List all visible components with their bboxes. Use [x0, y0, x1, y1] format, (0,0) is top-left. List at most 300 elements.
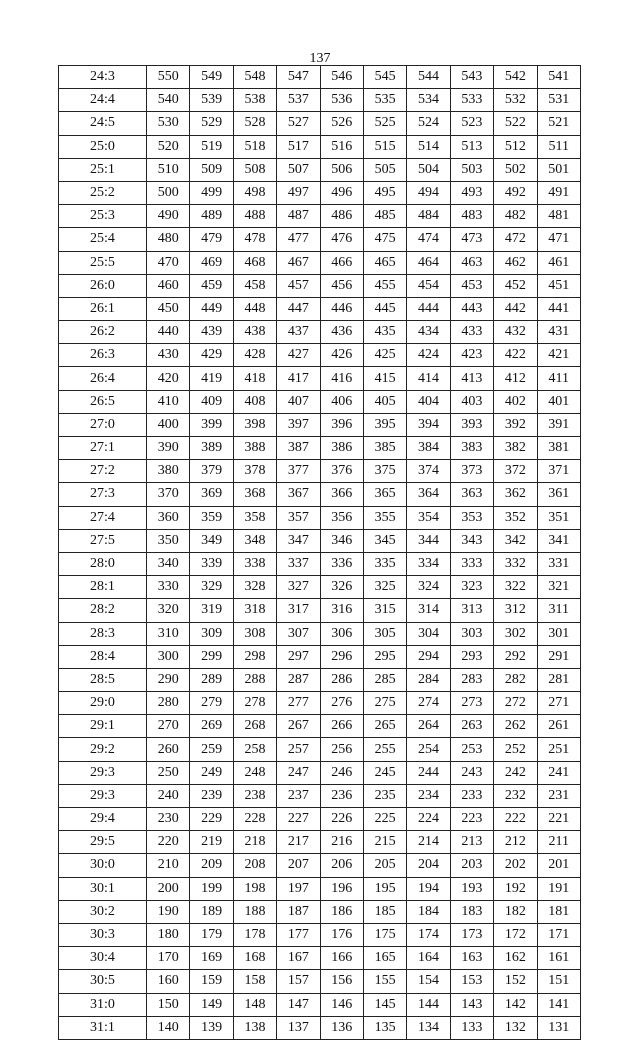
score-cell: 494 [407, 181, 450, 204]
score-cell: 390 [147, 437, 190, 460]
score-cell: 211 [537, 831, 580, 854]
score-cell: 194 [407, 877, 450, 900]
score-cell: 227 [277, 808, 320, 831]
score-cell: 320 [147, 599, 190, 622]
score-cell: 160 [147, 970, 190, 993]
score-cell: 363 [450, 483, 493, 506]
score-cell: 145 [363, 993, 406, 1016]
score-cell: 291 [537, 645, 580, 668]
score-cell: 135 [363, 1016, 406, 1039]
age-cell: 28:4 [59, 645, 147, 668]
score-cell: 278 [233, 692, 276, 715]
score-cell: 238 [233, 784, 276, 807]
score-cell: 396 [320, 413, 363, 436]
score-cell: 264 [407, 715, 450, 738]
score-cell: 313 [450, 599, 493, 622]
age-cell: 29:3 [59, 784, 147, 807]
score-cell: 245 [363, 761, 406, 784]
age-cell: 25:3 [59, 205, 147, 228]
score-cell: 514 [407, 135, 450, 158]
score-cell: 506 [320, 158, 363, 181]
score-cell: 354 [407, 506, 450, 529]
age-cell: 25:0 [59, 135, 147, 158]
score-cell: 142 [494, 993, 537, 1016]
age-cell: 24:3 [59, 66, 147, 89]
table-row [59, 668, 581, 691]
age-cell: 28:2 [59, 599, 147, 622]
score-cell: 186 [320, 900, 363, 923]
score-cell: 393 [450, 413, 493, 436]
table-row [59, 437, 581, 460]
score-cell: 353 [450, 506, 493, 529]
table-row [59, 274, 581, 297]
table-row [59, 112, 581, 135]
score-cell: 248 [233, 761, 276, 784]
score-cell: 232 [494, 784, 537, 807]
table-body [59, 66, 581, 1040]
score-cell: 401 [537, 390, 580, 413]
table-row [59, 576, 581, 599]
score-cell: 430 [147, 344, 190, 367]
score-cell: 304 [407, 622, 450, 645]
score-cell: 328 [233, 576, 276, 599]
score-cell: 445 [363, 297, 406, 320]
score-cell: 479 [190, 228, 233, 251]
score-cell: 168 [233, 947, 276, 970]
score-cell: 377 [277, 460, 320, 483]
age-cell: 27:0 [59, 413, 147, 436]
score-cell: 144 [407, 993, 450, 1016]
score-cell: 294 [407, 645, 450, 668]
score-cell: 343 [450, 529, 493, 552]
score-cell: 544 [407, 66, 450, 89]
score-cell: 318 [233, 599, 276, 622]
age-cell: 27:3 [59, 483, 147, 506]
score-cell: 174 [407, 923, 450, 946]
score-cell: 399 [190, 413, 233, 436]
score-cell: 380 [147, 460, 190, 483]
score-cell: 503 [450, 158, 493, 181]
score-cell: 389 [190, 437, 233, 460]
score-cell: 448 [233, 297, 276, 320]
score-cell: 269 [190, 715, 233, 738]
score-cell: 220 [147, 831, 190, 854]
score-cell: 311 [537, 599, 580, 622]
score-cell: 386 [320, 437, 363, 460]
score-cell: 469 [190, 251, 233, 274]
score-cell: 462 [494, 251, 537, 274]
score-cell: 146 [320, 993, 363, 1016]
score-cell: 355 [363, 506, 406, 529]
score-cell: 405 [363, 390, 406, 413]
table-row [59, 135, 581, 158]
score-cell: 391 [537, 413, 580, 436]
score-cell: 376 [320, 460, 363, 483]
score-cell: 236 [320, 784, 363, 807]
age-cell: 27:2 [59, 460, 147, 483]
score-cell: 296 [320, 645, 363, 668]
age-cell: 29:2 [59, 738, 147, 761]
score-cell: 482 [494, 205, 537, 228]
score-cell: 254 [407, 738, 450, 761]
score-cell: 510 [147, 158, 190, 181]
table-row [59, 692, 581, 715]
score-cell: 502 [494, 158, 537, 181]
score-cell: 543 [450, 66, 493, 89]
score-cell: 213 [450, 831, 493, 854]
age-cell: 29:1 [59, 715, 147, 738]
table-row [59, 321, 581, 344]
score-cell: 164 [407, 947, 450, 970]
score-cell: 409 [190, 390, 233, 413]
score-cell: 173 [450, 923, 493, 946]
table-row [59, 228, 581, 251]
score-cell: 423 [450, 344, 493, 367]
score-cell: 277 [277, 692, 320, 715]
score-cell: 406 [320, 390, 363, 413]
score-cell: 468 [233, 251, 276, 274]
score-cell: 442 [494, 297, 537, 320]
age-cell: 29:3 [59, 761, 147, 784]
score-cell: 283 [450, 668, 493, 691]
score-cell: 381 [537, 437, 580, 460]
score-cell: 508 [233, 158, 276, 181]
score-cell: 365 [363, 483, 406, 506]
age-cell: 30:2 [59, 900, 147, 923]
score-cell: 522 [494, 112, 537, 135]
score-cell: 293 [450, 645, 493, 668]
score-cell: 368 [233, 483, 276, 506]
table-row [59, 1016, 581, 1039]
score-cell: 274 [407, 692, 450, 715]
table-row [59, 181, 581, 204]
score-cell: 410 [147, 390, 190, 413]
score-cell: 454 [407, 274, 450, 297]
score-cell: 550 [147, 66, 190, 89]
table-row [59, 506, 581, 529]
score-cell: 438 [233, 321, 276, 344]
score-cell: 384 [407, 437, 450, 460]
score-cell: 217 [277, 831, 320, 854]
score-cell: 535 [363, 89, 406, 112]
score-cell: 456 [320, 274, 363, 297]
score-cell: 341 [537, 529, 580, 552]
age-cell: 28:3 [59, 622, 147, 645]
score-cell: 288 [233, 668, 276, 691]
score-cell: 364 [407, 483, 450, 506]
score-cell: 485 [363, 205, 406, 228]
score-cell: 339 [190, 552, 233, 575]
score-cell: 285 [363, 668, 406, 691]
score-cell: 439 [190, 321, 233, 344]
score-cell: 212 [494, 831, 537, 854]
score-cell: 149 [190, 993, 233, 1016]
table-row [59, 622, 581, 645]
score-cell: 541 [537, 66, 580, 89]
score-cell: 202 [494, 854, 537, 877]
score-cell: 509 [190, 158, 233, 181]
score-cell: 465 [363, 251, 406, 274]
score-cell: 159 [190, 970, 233, 993]
score-cell: 539 [190, 89, 233, 112]
score-cell: 349 [190, 529, 233, 552]
score-cell: 131 [537, 1016, 580, 1039]
score-cell: 452 [494, 274, 537, 297]
score-cell: 301 [537, 622, 580, 645]
score-cell: 496 [320, 181, 363, 204]
score-cell: 378 [233, 460, 276, 483]
age-cell: 31:1 [59, 1016, 147, 1039]
score-cell: 466 [320, 251, 363, 274]
score-cell: 250 [147, 761, 190, 784]
table-row [59, 205, 581, 228]
score-cell: 498 [233, 181, 276, 204]
score-cell: 392 [494, 413, 537, 436]
score-cell: 147 [277, 993, 320, 1016]
score-cell: 347 [277, 529, 320, 552]
score-cell: 474 [407, 228, 450, 251]
table-row [59, 552, 581, 575]
score-cell: 548 [233, 66, 276, 89]
score-cell: 179 [190, 923, 233, 946]
score-cell: 515 [363, 135, 406, 158]
table-row [59, 808, 581, 831]
score-cell: 180 [147, 923, 190, 946]
score-cell: 529 [190, 112, 233, 135]
table-row [59, 947, 581, 970]
age-cell: 27:4 [59, 506, 147, 529]
score-cell: 323 [450, 576, 493, 599]
score-cell: 256 [320, 738, 363, 761]
score-cell: 195 [363, 877, 406, 900]
score-cell: 493 [450, 181, 493, 204]
score-cell: 342 [494, 529, 537, 552]
score-cell: 369 [190, 483, 233, 506]
age-cell: 26:2 [59, 321, 147, 344]
score-cell: 447 [277, 297, 320, 320]
table-row [59, 970, 581, 993]
score-cell: 298 [233, 645, 276, 668]
score-cell: 366 [320, 483, 363, 506]
score-cell: 443 [450, 297, 493, 320]
score-cell: 408 [233, 390, 276, 413]
score-cell: 207 [277, 854, 320, 877]
age-cell: 29:5 [59, 831, 147, 854]
score-cell: 148 [233, 993, 276, 1016]
score-cell: 429 [190, 344, 233, 367]
age-cell: 28:5 [59, 668, 147, 691]
score-cell: 152 [494, 970, 537, 993]
score-cell: 461 [537, 251, 580, 274]
score-cell: 192 [494, 877, 537, 900]
score-cell: 511 [537, 135, 580, 158]
score-cell: 398 [233, 413, 276, 436]
score-cell: 137 [277, 1016, 320, 1039]
score-cell: 314 [407, 599, 450, 622]
score-cell: 332 [494, 552, 537, 575]
score-cell: 394 [407, 413, 450, 436]
score-cell: 139 [190, 1016, 233, 1039]
score-cell: 542 [494, 66, 537, 89]
score-cell: 464 [407, 251, 450, 274]
age-cell: 30:0 [59, 854, 147, 877]
score-cell: 187 [277, 900, 320, 923]
score-cell: 156 [320, 970, 363, 993]
score-cell: 209 [190, 854, 233, 877]
score-cell: 281 [537, 668, 580, 691]
score-cell: 253 [450, 738, 493, 761]
score-cell: 307 [277, 622, 320, 645]
score-cell: 224 [407, 808, 450, 831]
score-cell: 470 [147, 251, 190, 274]
score-cell: 540 [147, 89, 190, 112]
score-cell: 411 [537, 367, 580, 390]
score-cell: 309 [190, 622, 233, 645]
score-cell: 267 [277, 715, 320, 738]
score-cell: 189 [190, 900, 233, 923]
score-cell: 197 [277, 877, 320, 900]
score-cell: 345 [363, 529, 406, 552]
score-cell: 528 [233, 112, 276, 135]
score-cell: 150 [147, 993, 190, 1016]
age-cell: 31:0 [59, 993, 147, 1016]
score-cell: 352 [494, 506, 537, 529]
score-cell: 419 [190, 367, 233, 390]
score-cell: 379 [190, 460, 233, 483]
score-cell: 172 [494, 923, 537, 946]
score-cell: 372 [494, 460, 537, 483]
score-cell: 193 [450, 877, 493, 900]
score-table [58, 65, 581, 1040]
score-cell: 359 [190, 506, 233, 529]
score-cell: 315 [363, 599, 406, 622]
score-cell: 199 [190, 877, 233, 900]
score-cell: 203 [450, 854, 493, 877]
score-cell: 321 [537, 576, 580, 599]
score-cell: 261 [537, 715, 580, 738]
table-row [59, 645, 581, 668]
score-cell: 434 [407, 321, 450, 344]
score-cell: 451 [537, 274, 580, 297]
score-cell: 132 [494, 1016, 537, 1039]
table-row [59, 390, 581, 413]
age-cell: 24:5 [59, 112, 147, 135]
score-cell: 356 [320, 506, 363, 529]
score-cell: 431 [537, 321, 580, 344]
score-cell: 239 [190, 784, 233, 807]
score-cell: 331 [537, 552, 580, 575]
score-cell: 255 [363, 738, 406, 761]
score-cell: 524 [407, 112, 450, 135]
score-cell: 324 [407, 576, 450, 599]
score-cell: 395 [363, 413, 406, 436]
score-cell: 247 [277, 761, 320, 784]
score-cell: 426 [320, 344, 363, 367]
score-cell: 286 [320, 668, 363, 691]
score-cell: 196 [320, 877, 363, 900]
score-cell: 205 [363, 854, 406, 877]
score-cell: 504 [407, 158, 450, 181]
score-cell: 532 [494, 89, 537, 112]
score-cell: 526 [320, 112, 363, 135]
score-cell: 435 [363, 321, 406, 344]
table-row [59, 761, 581, 784]
score-cell: 467 [277, 251, 320, 274]
score-cell: 170 [147, 947, 190, 970]
table-row [59, 297, 581, 320]
score-cell: 263 [450, 715, 493, 738]
score-cell: 415 [363, 367, 406, 390]
score-cell: 166 [320, 947, 363, 970]
age-cell: 26:5 [59, 390, 147, 413]
score-cell: 351 [537, 506, 580, 529]
score-cell: 519 [190, 135, 233, 158]
score-cell: 499 [190, 181, 233, 204]
table-row [59, 877, 581, 900]
table-row [59, 993, 581, 1016]
score-cell: 230 [147, 808, 190, 831]
table-row [59, 831, 581, 854]
score-cell: 420 [147, 367, 190, 390]
table-row [59, 89, 581, 112]
table-row [59, 784, 581, 807]
score-cell: 175 [363, 923, 406, 946]
score-cell: 287 [277, 668, 320, 691]
table-row [59, 66, 581, 89]
score-cell: 219 [190, 831, 233, 854]
score-cell: 229 [190, 808, 233, 831]
score-cell: 505 [363, 158, 406, 181]
score-cell: 265 [363, 715, 406, 738]
score-cell: 141 [537, 993, 580, 1016]
score-cell: 412 [494, 367, 537, 390]
score-cell: 418 [233, 367, 276, 390]
score-cell: 226 [320, 808, 363, 831]
score-cell: 305 [363, 622, 406, 645]
score-cell: 489 [190, 205, 233, 228]
score-cell: 198 [233, 877, 276, 900]
score-cell: 306 [320, 622, 363, 645]
score-cell: 140 [147, 1016, 190, 1039]
score-cell: 367 [277, 483, 320, 506]
score-cell: 163 [450, 947, 493, 970]
score-cell: 387 [277, 437, 320, 460]
table-row [59, 923, 581, 946]
table-row [59, 367, 581, 390]
score-cell: 428 [233, 344, 276, 367]
score-cell: 486 [320, 205, 363, 228]
table-row [59, 599, 581, 622]
score-cell: 134 [407, 1016, 450, 1039]
score-cell: 276 [320, 692, 363, 715]
score-cell: 441 [537, 297, 580, 320]
score-cell: 233 [450, 784, 493, 807]
score-cell: 444 [407, 297, 450, 320]
score-cell: 478 [233, 228, 276, 251]
score-cell: 531 [537, 89, 580, 112]
score-cell: 501 [537, 158, 580, 181]
score-cell: 221 [537, 808, 580, 831]
score-cell: 432 [494, 321, 537, 344]
score-cell: 246 [320, 761, 363, 784]
score-cell: 547 [277, 66, 320, 89]
score-cell: 537 [277, 89, 320, 112]
score-cell: 271 [537, 692, 580, 715]
score-cell: 157 [277, 970, 320, 993]
table-row [59, 715, 581, 738]
score-cell: 228 [233, 808, 276, 831]
score-cell: 188 [233, 900, 276, 923]
